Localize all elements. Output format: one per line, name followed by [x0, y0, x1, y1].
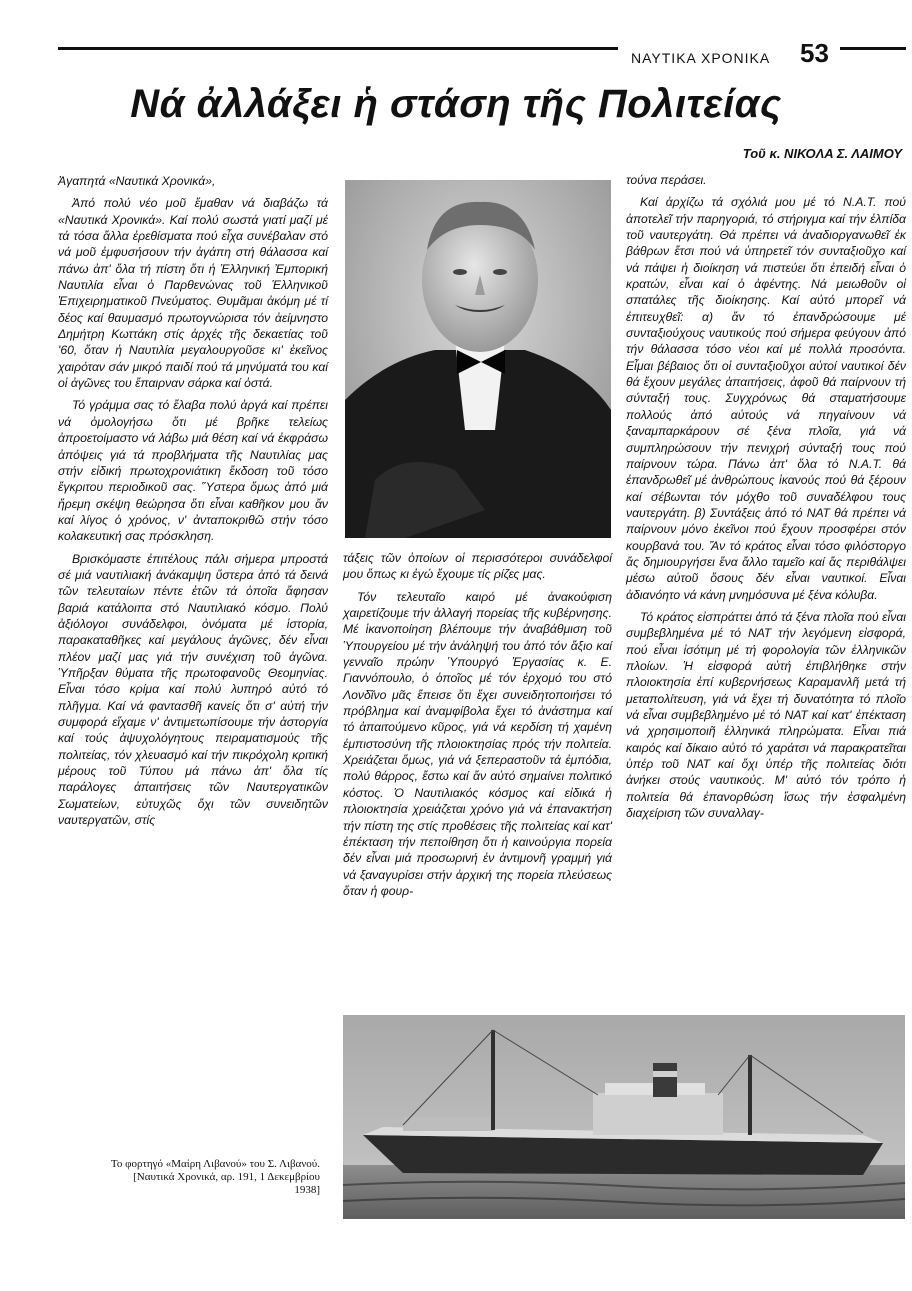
caption-line: 1938]	[294, 1184, 320, 1196]
paragraph: τάξεις τῶν ὁποίων οἱ περισσότεροι συνάδελφοί μου ὅπως κι ἐγώ ἔχουμε τίς ρίζες μας.	[343, 551, 612, 582]
text-column-1	[58, 173, 328, 828]
text-column-3	[626, 172, 906, 821]
paragraph: Ἀπό πολύ νέο μοῦ ἔμαθαν νά διαβάζω τά «Ναυτικά Χρονικά». Καί πολύ σωστά γιατί μαζί μέ τά τόσα ἄλλα ἐρεθίσματα πού εἶχα συνέβαλαν στό νά μοῦ ἐμφυσήσουν τήν ἀγάπη στή θάλασσα καί πάνω ἀπ' ὅλα τή πίστη ὅτι ἡ Ἑλληνική Ἐμπορική Ναυτιλία εἶναι ὁ Παρθενώνας τοῦ Ἑλληνικοῦ Ἐπιχειρηματικοῦ Πνεύματος. Θυμᾶμαι ἀκόμη μέ τί δέος καί θαυμασμό πρωτογνώρισα τόν ἀείμνηστο Δημήτρη Κωττάκη στίς ἀρχές τῆς δεκαετίας τοῦ '60, ὅταν ἡ Ναυτιλία μεγαλουργοῦσε κι' ἐκεῖνος χαιρόταν σάν μικρό παιδί πού τά μηνύματά του καί οἱ ἀγῶνες του ἔπαιρναν σάρκα καί ὀστά.	[58, 196, 328, 391]
paragraph: Τόν τελευταῖο καιρό μέ ἀνακούφιση χαιρετίζουμε τήν ἀλλαγή πορείας τῆς κυβέρνησης. Μέ ἱκανοποίηση βλέπουμε τήν ἀναβάθμιση τοῦ Ὑπουργείου μέ τήν ἀνάληψή του ἀπό τόν ἄξιο καί γενναῖο πρώην Ὑπουργό Ἐργασίας κ. Ε. Γιαννόπουλο, ὁ ὁποῖος μέ τόν ἐρχομό του στό Λονδῖνο μᾶς ἔπεισε ὅτι ἔχει συνειδητοποιήσει τό πρόβλημα καί ἀναμφίβολα ἔχει τό ἀνάστημα καί τό ἀπαιτούμενο κῦρος, γιά νά κερδίση τή χαμένη ἐμπιστοσύνη τῆς πλοιοκτησίας πρός τήν πολιτεία. Χρειάζεται ὅμως, γιά νά ξεπεραστοῦν τά ἐμπόδια, πολύ θάρρος, ἔστω καί ἄν αὐτό σημαίνει πολιτικό κόστος. Ὁ Ναυτιλιακός κόσμος καί εἰδικά ἡ πλοιοκτησία χρειάζεται χρόνο γιά νά ἐπανακτήση τήν πίστη της στίς προθέσεις τῆς πολιτείας καί κατ' ἐπέκταση τήν πεποίθηση ὅτι ἡ καινούργια πορεία δέν εἶναι μιά προσωρινή ἐν ἀντιμονῆ γραμμή γιά νά ξαναγυρίσει στήν ἀρχική της πορεία πλεύσεως ὅταν ἡ φουρ-	[343, 589, 612, 898]
paragraph: Τό κράτος εἰσπράττει ἀπό τά ξένα πλοῖα πού εἶναι συμβεβλημένα μέ τό ΝΑΤ τήν λεγόμενη εἰσφορά, πού εἶναι ἰσότιμη μέ τή φορολογία τῶν ἑλληνικῶν πλοίων. Ἡ εἰσφορά αὐτή ἐπιβλήθηκε στήν πλοιοκτησία ἐπί κυβερνήσεως Καραμανλῆ μετά τή μεταπολίτευση, γιά νά ἔχει τή δυνατότητα τό πλοῖο νά εἶναι συμβεβλημένο μέ τό ΝΑΤ καί κατ' ἐπέκταση νά χρησιμοποιῆ ἑλληνικά πληρώματα. Εἶναι πιά καιρός καί δίκαιο αὐτό τό χαράτσι νά παρακρατεῖται ὑπέρ τοῦ ΝΑΤ καί ὄχι ὑπέρ τῆς πολιτείας διότι ἀνήκει στούς ναυτικούς. Μ' αὐτό τόν τρόπο ἡ πολιτεία θά ἐπανορθώση ἴσως τήν ἐσφαλμένη διαχείριση τῶν συναλλαγ-	[626, 609, 906, 821]
article-title: Νά ἀλλάξει ἡ στάση τῆς Πολιτείας	[130, 82, 782, 126]
paragraph: Τό γράμμα σας τό ἔλαβα πολύ ἀργά καί πρέπει νά ὁμολογήσω ὅτι μέ βρῆκε τελείως ἀπροετοίμαστο νά λάβω μιά θέση καί νά ἐκφράσω ἀπόψεις γιά τά προβλήματα τῆς Ναυτιλίας μας στήν εἰδική πρωτοχρονιάτικη ἔκδοση τοῦ τόσο ἔγκριτου περιοδικοῦ σας. Ὕστερα ὅμως ἀπό μιά ἤρεμη σκέψη θεώρησα ὅτι εἶναι καθῆκον μου ἄν καί λίγος ὁ χρόνος, ν' ἀνταποκριθῶ στήν τόσο κολακευτική σας πρόσκληση.	[58, 398, 328, 544]
caption-line: [Ναυτικά Χρονικά, αρ. 191, 1 Δεκεμβρίου	[133, 1171, 320, 1183]
page-number: 53	[800, 38, 829, 68]
header-rule-right	[840, 47, 906, 50]
paragraph: Καί ἀρχίζω τά σχόλιά μου μέ τό Ν.Α.Τ. πού ἀποτελεῖ τήν παρηγοριά, τό στήριγμα καί τήν ἐλπίδα τοῦ ναυτεργάτη. Θά πρέπει νά ἀναδιοργανωθεῖ ἐκ βάθρων ἔτσι πού νά ὑπηρετεῖ τόν συνταξιοῦχο καί νά πάψει ἡ διοίκηση νά πιστεύει ὅτι ἐπειδή εἶναι ὁ κρατών, εἶναι καί ὁ ἀφέντης. Νά μειωθοῦν οἱ σπατάλες τῆς διοίκησης. Καί αὐτό μπορεῖ νά ἐπιτευχθεῖ: α) ἄν τό ἐπανδρώσουμε μέ συνταξιούχους ναυτικούς πού σήμερα φεύγουν ἀπό τήν θάλασσα τόσο νέοι καί μέ πολλά προσόντα. Εἶμαι βέβαιος ὅτι οἱ συνταξιοῦχοι αὐτοί ναυτικοί δέν θά ἔχουν μεγάλες ἀπαιτήσεις, ἀφοῦ θά παίρνουν τή σύνταξή τους. Συγχρόνως θά σταματήσουμε πολλούς ἀπό αὐτούς νά πηγαίνουν νά ξαναμπαρκάρουν σέ ξένα πλοῖα, γιά νά συμπληρώσουν τήν πενιχρή σύνταξή τους πού παίρνουν τώρα. Πάνω ἀπ' ὅλα τό Ν.Α.Τ. θά ἐπανδρωθεῖ μέ ἀνθρώπους ἱκανούς πού θά ξέρουν καί σέβωνται τόν μόχθο τοῦ συναδέλφου τους ναυτεργάτη. β) Συντάξεις ἀπό τό ΝΑΤ θά πρέπει νά παίρνουν μόνο ἐκεῖνοι πού ἔχουν προσφέρει στόν κουρβανά του. Ἄν τό κράτος εἶναι τόσο φιλόστοργο ἄς δημιουργήσει ἕνα ἄλλο ταμεῖο καί ἄς περιθάλψει μέσω αὐτοῦ ὅσους δέν εἶναι ναυτικοί. Εἶναι ἀδιανόητο νά κάνη μνημόσυνα μέ ξένα κόλυβα.	[626, 195, 906, 602]
magazine-name: ΝΑΥΤΙΚΑ ΧΡΟΝΙΚΑ	[631, 50, 771, 66]
article-byline: Τοῦ κ. ΝΙΚΟΛΑ Σ. ΛΑΙΜΟΥ	[742, 146, 902, 161]
cargo-ship-photo	[343, 1015, 905, 1219]
paragraph: τούνα περάσει.	[626, 173, 707, 187]
author-portrait-photo	[345, 180, 611, 538]
paragraph: Βρισκόμαστε ἐπιτέλους πάλι σήμερα μπροστά σέ μιά ναυτιλιακή ἀνάκαμψη ὕστερα ἀπό τά δεινά τῶν τελευταίων πέντε ἐτῶν τά ὁποῖα ἄφησαν βαριά κατάλοιπα στό Ναυτιλιακό κόσμο. Πολύ ἀξιόλογοι συνάδελφοι, ὀνόματα μέ ἱστορία, παρακαταθῆκες καί μεγάλους ἀγῶνες, δέν εἶναι πλέον μαζί μας γιά τήν συνέχιση τοῦ ἀγῶνα. Ὑπῆρξαν θύματα τῆς πρωτοφανοῦς Θεομηνίας. Εἶναι τόσο κρίμα καί πολύ λυπηρό αὐτό τό πλῆγμα. Καί νά φαντασθῆ κανείς ὅτι σ' αὐτή τήν συμφορά εἴχαμε ν' ἀντιμετωπίσουμε τήν ἀστοργία καί τούς ἀψυχολόγητους πειραματισμούς τῆς πολιτείας, τόν χλευασμό καί τήν πικρόχολη κριτική μέρους τοῦ Τύπου μά πάνω ἀπ' ὅλα τίς παράλογες ἀπαιτήσεις τῶν Ναυτεργατικῶν Σωματείων, εὐτυχῶς ὄχι τῶν συνειδητῶν ναυτεργατῶν, στίς	[58, 551, 328, 828]
text-column-2	[343, 550, 612, 898]
salutation: Ἀγαπητά «Ναυτικά Χρονικά»,	[58, 174, 216, 188]
header-rule-left	[58, 47, 618, 50]
caption-line: Το φορτηγό «Μαίρη Λιβανού» του Σ. Λιβανού.	[110, 1158, 320, 1170]
photo-caption	[80, 1158, 320, 1197]
